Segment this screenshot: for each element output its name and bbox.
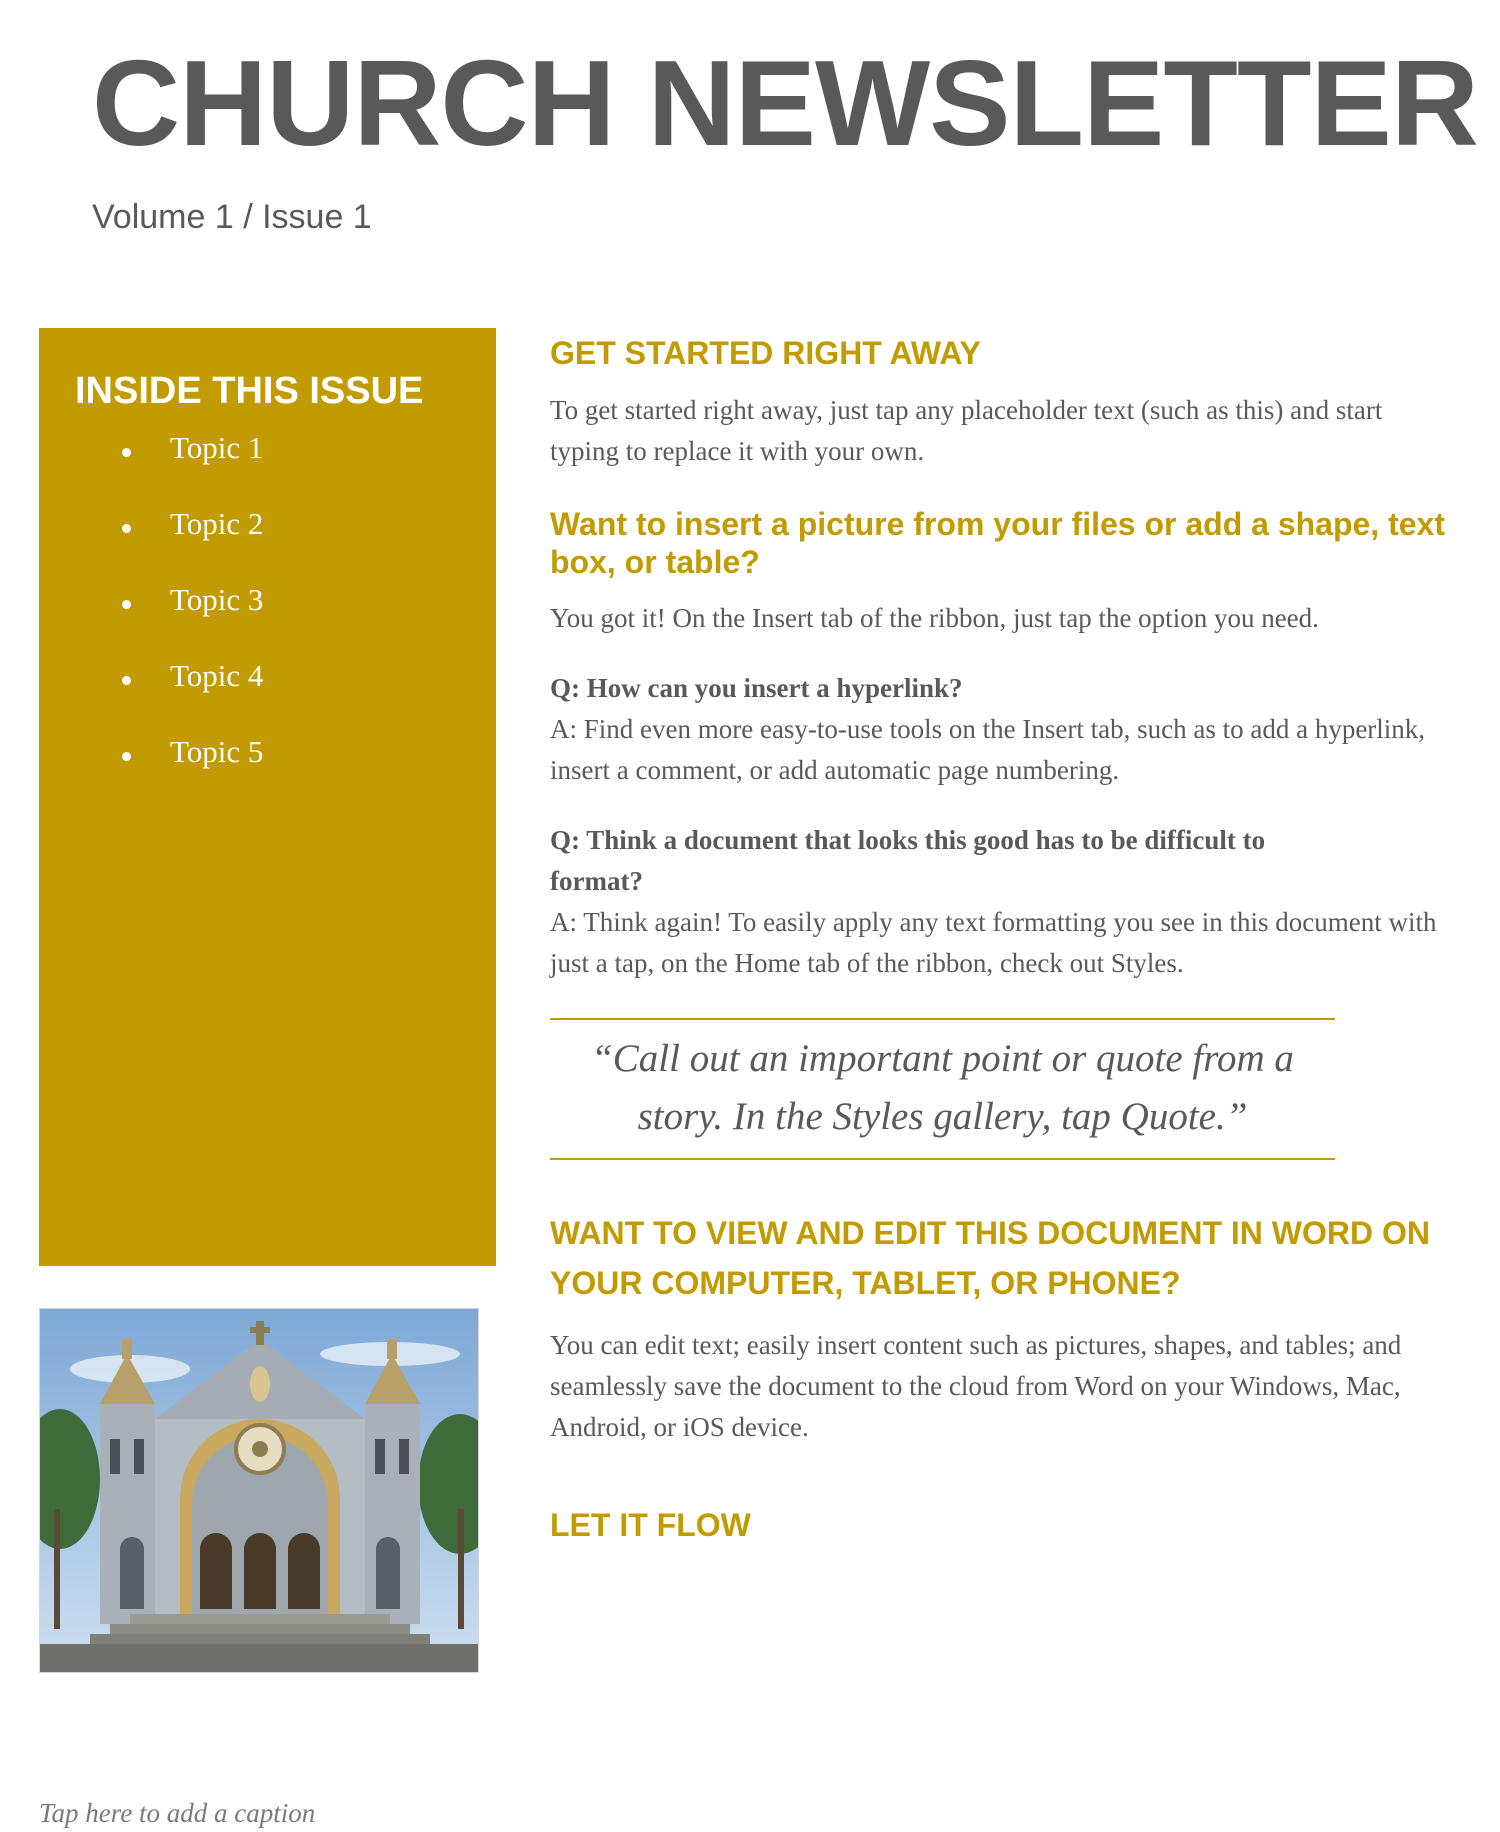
bullet-icon <box>122 524 131 533</box>
bullet-icon <box>122 600 131 609</box>
topic-item[interactable] <box>39 432 263 508</box>
bullet-icon <box>122 676 131 685</box>
insert-picture-subheading: Want to insert a picture from your files or add a shape, text box, or table? <box>550 506 1445 580</box>
quote-bottom-rule <box>550 1158 1335 1160</box>
volume-issue-label: Volume 1 / Issue 1 <box>92 198 372 236</box>
pull-quote: “Call out an important point or quote from a story. In the Styles gallery, tap Quote.” <box>591 1037 1294 1138</box>
topic-list <box>39 432 263 812</box>
qa-answer: A: Find even more easy-to-use tools on the Insert tab, such as to add a hyperlink, insert a comment, or add automatic page numbering. <box>550 714 1426 785</box>
topic-label: Topic 4 <box>170 658 264 693</box>
get-started-heading: GET STARTED RIGHT AWAY <box>550 335 981 371</box>
let-it-flow-heading: LET IT FLOW <box>550 1507 751 1543</box>
topic-label: Topic 3 <box>170 582 264 617</box>
topic-label: Topic 1 <box>170 430 264 465</box>
view-edit-body: You can edit text; easily insert content such as pictures, shapes, and tables; and seamlessly save the document to the cloud from Word on your Windows, Mac, Android, or iOS device. <box>550 1330 1402 1442</box>
topic-label: Topic 5 <box>170 734 264 769</box>
newsletter-title: CHURCH NEWSLETTER <box>92 35 1478 171</box>
get-started-body: To get started right away, just tap any placeholder text (such as this) and start typing to replace it with your own. <box>550 395 1383 466</box>
topic-item[interactable] <box>39 584 263 660</box>
photo-caption[interactable]: Tap here to add a caption <box>39 1798 316 1828</box>
bullet-icon <box>122 752 131 761</box>
topic-item[interactable] <box>39 660 263 736</box>
qa-answer: A: Think again! To easily apply any text formatting you see in this document with just a tap, on the Home tab of the ribbon, check out Styles. <box>550 907 1437 978</box>
qa-question: Q: Think a document that looks this good has to be difficult to format? <box>550 825 1266 896</box>
topic-item[interactable] <box>39 508 263 584</box>
church-photo[interactable] <box>39 1308 479 1673</box>
insert-picture-body: You got it! On the Insert tab of the ribbon, just tap the option you need. <box>550 603 1319 633</box>
view-edit-heading: WANT TO VIEW AND EDIT THIS DOCUMENT IN WORD ON YOUR COMPUTER, TABLET, OR PHONE? <box>550 1215 1430 1301</box>
topic-label: Topic 2 <box>170 506 264 541</box>
quote-top-rule <box>550 1018 1335 1020</box>
church-facade-illustration <box>40 1309 479 1673</box>
inside-this-issue-panel <box>39 328 496 1266</box>
inside-this-issue-heading: INSIDE THIS ISSUE <box>75 370 424 412</box>
qa-question: Q: How can you insert a hyperlink? <box>550 673 963 703</box>
bullet-icon <box>122 448 131 457</box>
topic-item[interactable] <box>39 736 263 812</box>
